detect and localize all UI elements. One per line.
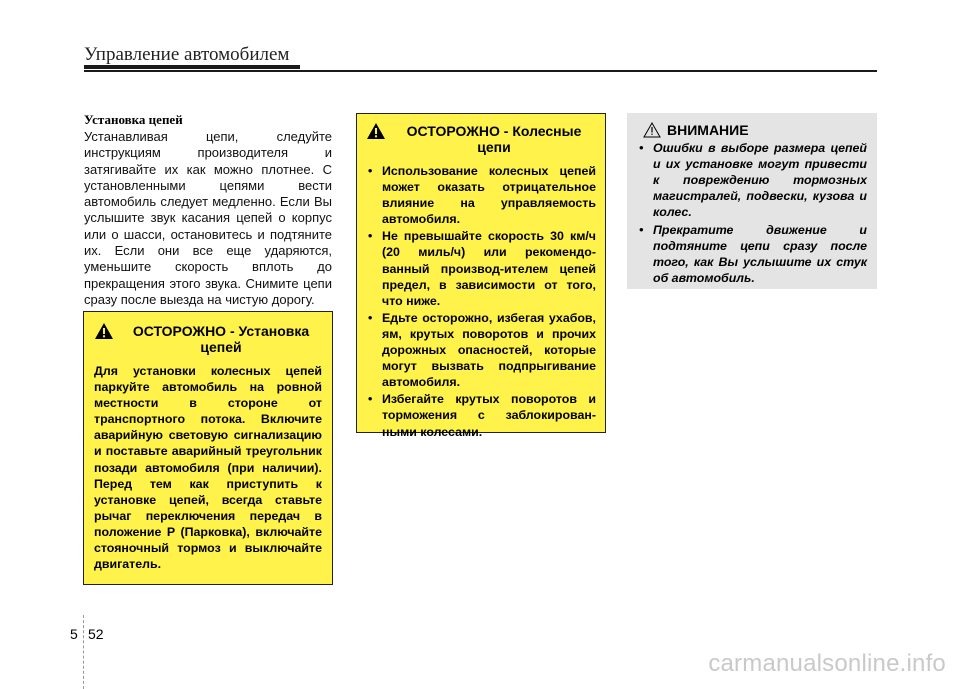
warning-install-text: Для установки колесных цепей паркуйте автомобиль на ровной местности в стороне от транспортного потока. Включите аварийную световую сигнализацию и поставьте аварийный треугольник позади автомобиля (при наличии). Перед тем как приступить к установке цепей, всегда ставьте рычаг переключения передач в положение P (Парковка), включайте стояночный тормоз и выключайте двигатель. [94,364,322,572]
footer-divider [83,615,84,689]
header-rule [84,70,877,72]
list-item: • Прекратите движение и подтяните цепи сразу после того, как Вы услышите их стук об автомобиль. [637,222,867,286]
header-rule-thick [84,65,300,69]
caution-triangle-icon [643,122,661,138]
page-header-title: Управление автомобилем [84,44,290,65]
warning-install-title: ОСТОРОЖНО - Установка цепей [132,323,310,355]
list-item: • Ошибки в выборе размера цепей и их установке могут привести к повреждению тормозных магистралей, подвески, кузова и колес. [637,140,867,220]
caution-box [627,113,877,289]
warning-install-header [94,323,322,355]
caution-list [637,140,867,286]
caution-header [643,122,867,138]
warning-chains-list [366,163,596,440]
list-item: • Не превышайте скорость 30 км/ч (20 миль/ч) или рекомендо-ванный производ-ителем цепей предел, в зависимости от того, что ниже. [366,228,596,308]
caution-title: ВНИМАНИЕ [667,122,749,138]
installation-text: Устанавливая цепи, следуйте инструкциям производителя и затягивайте их как можно плотнее. С установленными цепями вести автомобиль следует медленно. Если Вы услышите звук касания цепей о корпус или о шасси, остановитесь и подтяните их. Если они все еще ударяются, уменьшите скорость вплоть до прекращения этого звука. Снимите цепи сразу после выезда на чистую дорогу. [84,129,332,307]
watermark: carmanualsonline.info [708,650,946,677]
warning-chains-box [356,113,606,439]
warning-chains-header [366,123,596,155]
list-item: • Избегайте крутых поворотов и торможения с заблокирован-ными колесами. [366,391,596,439]
warning-install-box [83,311,333,585]
page-number: 52 [88,626,104,642]
list-item: • Едьте осторожно, избегая ухабов, ям, крутых поворотов и прочих дорожных опасностей, которые могут вызвать подпрыгивание автомобиля. [366,310,596,390]
chapter-number: 5 [70,626,78,642]
warning-triangle-icon [94,322,114,340]
warning-chains-title: ОСТОРОЖНО - Колесные цепи [406,123,582,155]
section-title: Установка цепей [84,112,183,127]
list-item: • Использование колесных цепей может оказать отрицательное влияние на управляемость автомобиля. [366,163,596,227]
warning-triangle-icon [366,122,386,140]
